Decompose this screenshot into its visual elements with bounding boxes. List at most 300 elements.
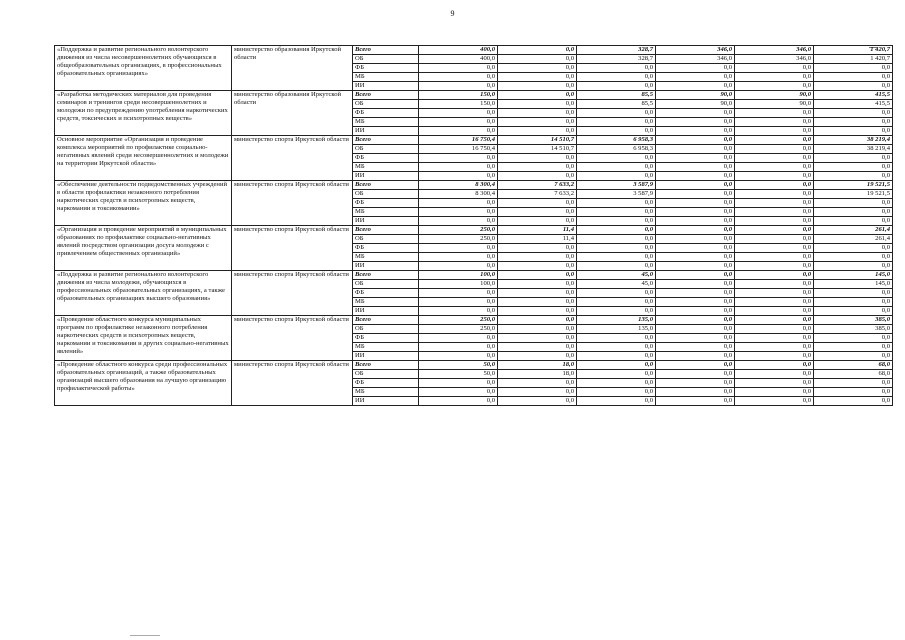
value-cell: 346,0 <box>656 46 735 55</box>
activity-description: «Организация и проведение мероприятий в муниципальных образованиях по профилактике социально-негативных явлений посредством организации досуга молодежи с привлечением общественных организаций» <box>55 226 232 271</box>
funding-source-label: ФБ <box>353 289 419 298</box>
value-cell: 0,0 <box>656 289 735 298</box>
value-cell-total: 0,0 <box>814 343 893 352</box>
value-cell: 0,0 <box>419 217 498 226</box>
value-cell: 45,0 <box>577 271 656 280</box>
value-cell: 0,0 <box>735 307 814 316</box>
value-cell-total: 0,0 <box>814 82 893 91</box>
value-cell: 0,0 <box>577 82 656 91</box>
value-cell: 150,0 <box>419 100 498 109</box>
value-cell: 0,0 <box>577 244 656 253</box>
value-cell: 0,0 <box>577 64 656 73</box>
funding-source-label: Всего <box>353 91 419 100</box>
value-cell: 8 300,4 <box>419 181 498 190</box>
table-row-total <box>55 361 893 370</box>
funding-source-label: ФБ <box>353 334 419 343</box>
value-cell: 0,0 <box>577 154 656 163</box>
value-cell: 0,0 <box>419 379 498 388</box>
value-cell: 0,0 <box>498 46 577 55</box>
value-cell: 0,0 <box>656 199 735 208</box>
funding-source-label: ФБ <box>353 379 419 388</box>
budget-table <box>54 45 893 406</box>
value-cell: 16 750,4 <box>419 136 498 145</box>
value-cell: 0,0 <box>498 64 577 73</box>
value-cell: 16 750,4 <box>419 145 498 154</box>
value-cell: 0,0 <box>577 388 656 397</box>
table-row-total <box>55 46 893 55</box>
value-cell-total: 415,5 <box>814 91 893 100</box>
value-cell: 0,0 <box>498 109 577 118</box>
value-cell: 0,0 <box>735 289 814 298</box>
value-cell: 0,0 <box>735 217 814 226</box>
value-cell: 85,5 <box>577 91 656 100</box>
value-cell: 0,0 <box>577 208 656 217</box>
value-cell-total: 1 420,7 <box>814 55 893 64</box>
value-cell: 0,0 <box>577 172 656 181</box>
value-cell: 0,0 <box>656 325 735 334</box>
value-cell-total: 38 219,4 <box>814 145 893 154</box>
funding-source-label: Всего <box>353 136 419 145</box>
funding-source-label: МБ <box>353 73 419 82</box>
value-cell: 0,0 <box>735 298 814 307</box>
value-cell: 250,0 <box>419 235 498 244</box>
value-cell: 0,0 <box>577 127 656 136</box>
value-cell-total: 0,0 <box>814 172 893 181</box>
value-cell-total: 0,0 <box>814 379 893 388</box>
value-cell: 0,0 <box>656 262 735 271</box>
value-cell: 0,0 <box>735 163 814 172</box>
funding-source-label: ФБ <box>353 109 419 118</box>
value-cell: 100,0 <box>419 280 498 289</box>
value-cell: 90,0 <box>735 100 814 109</box>
value-cell: 0,0 <box>656 64 735 73</box>
value-cell: 250,0 <box>419 226 498 235</box>
value-cell: 0,0 <box>656 154 735 163</box>
value-cell: 0,0 <box>735 64 814 73</box>
value-cell: 0,0 <box>735 352 814 361</box>
value-cell: 0,0 <box>735 334 814 343</box>
value-cell: 0,0 <box>419 298 498 307</box>
value-cell: 14 510,7 <box>498 145 577 154</box>
value-cell: 0,0 <box>498 280 577 289</box>
value-cell: 45,0 <box>577 280 656 289</box>
value-cell: 0,0 <box>735 199 814 208</box>
value-cell: 0,0 <box>577 235 656 244</box>
activity-description: «Разработка методических материалов для проведения семинаров и тренингов среди несовершеннолетних и молодежи по предупреждению употребления наркотических средств, токсических и психотропных веществ» <box>55 91 232 136</box>
value-cell: 328,7 <box>577 55 656 64</box>
value-cell: 0,0 <box>735 361 814 370</box>
value-cell: 0,0 <box>577 253 656 262</box>
value-cell: 0,0 <box>656 217 735 226</box>
funding-source-label: МБ <box>353 118 419 127</box>
value-cell-total: 0,0 <box>814 397 893 406</box>
funding-source-label: ИИ <box>353 307 419 316</box>
value-cell: 8 300,4 <box>419 190 498 199</box>
value-cell: 0,0 <box>656 109 735 118</box>
value-cell: 0,0 <box>498 244 577 253</box>
responsible-executor: министерство образования Иркутской области <box>232 91 353 136</box>
value-cell: 0,0 <box>735 280 814 289</box>
value-cell: 85,5 <box>577 100 656 109</box>
activity-description: «Проведение областного конкурса муниципальных программ по профилактике незаконного потребления наркотических средств и психотропных веществ, наркомании и токсикомании и других социально-негативных явлений» <box>55 316 232 361</box>
value-cell-total: 68,0 <box>814 370 893 379</box>
value-cell: 0,0 <box>656 190 735 199</box>
responsible-executor: министерство образования Иркутской области <box>232 46 353 91</box>
value-cell: 0,0 <box>656 316 735 325</box>
value-cell: 0,0 <box>498 199 577 208</box>
value-cell: 0,0 <box>577 307 656 316</box>
table-body <box>55 46 893 406</box>
value-cell: 0,0 <box>498 379 577 388</box>
value-cell: 0,0 <box>419 388 498 397</box>
value-cell: 0,0 <box>577 343 656 352</box>
value-cell: 0,0 <box>498 298 577 307</box>
value-cell: 0,0 <box>656 280 735 289</box>
value-cell: 0,0 <box>577 226 656 235</box>
funding-source-label: ИИ <box>353 127 419 136</box>
value-cell: 0,0 <box>498 118 577 127</box>
value-cell: 0,0 <box>577 118 656 127</box>
value-cell: 135,0 <box>577 316 656 325</box>
value-cell: 400,0 <box>419 46 498 55</box>
value-cell: 346,0 <box>656 55 735 64</box>
value-cell: 3 587,9 <box>577 190 656 199</box>
value-cell: 0,0 <box>498 307 577 316</box>
value-cell-total: 145,0 <box>814 280 893 289</box>
value-cell: 0,0 <box>419 334 498 343</box>
value-cell-total: 415,5 <box>814 100 893 109</box>
value-cell: 0,0 <box>656 253 735 262</box>
value-cell: 0,0 <box>577 352 656 361</box>
value-cell: 0,0 <box>735 73 814 82</box>
value-cell: 0,0 <box>419 208 498 217</box>
value-cell: 18,0 <box>498 361 577 370</box>
value-cell: 0,0 <box>498 55 577 64</box>
value-cell: 0,0 <box>656 388 735 397</box>
value-cell-total: 0,0 <box>814 118 893 127</box>
value-cell: 0,0 <box>498 91 577 100</box>
value-cell: 0,0 <box>656 379 735 388</box>
value-cell: 0,0 <box>735 343 814 352</box>
value-cell-total: 0,0 <box>814 208 893 217</box>
value-cell: 6 958,3 <box>577 145 656 154</box>
value-cell: 0,0 <box>656 226 735 235</box>
value-cell-total: 385,0 <box>814 316 893 325</box>
value-cell-total: 0,0 <box>814 289 893 298</box>
value-cell: 150,0 <box>419 91 498 100</box>
value-cell: 0,0 <box>735 82 814 91</box>
funding-source-label: ИИ <box>353 262 419 271</box>
value-cell: 0,0 <box>735 208 814 217</box>
value-cell: 0,0 <box>735 127 814 136</box>
value-cell: 0,0 <box>419 127 498 136</box>
value-cell: 0,0 <box>498 343 577 352</box>
value-cell-total: 0,0 <box>814 73 893 82</box>
value-cell: 0,0 <box>498 217 577 226</box>
value-cell: 0,0 <box>656 397 735 406</box>
value-cell-total: 145,0 <box>814 271 893 280</box>
value-cell: 0,0 <box>735 370 814 379</box>
responsible-executor: министерство спорта Иркутской области <box>232 136 353 181</box>
value-cell: 0,0 <box>735 397 814 406</box>
funding-source-label: ФБ <box>353 64 419 73</box>
value-cell: 0,0 <box>656 352 735 361</box>
value-cell: 50,0 <box>419 370 498 379</box>
value-cell: 0,0 <box>656 361 735 370</box>
value-cell: 14 510,7 <box>498 136 577 145</box>
value-cell: 0,0 <box>656 244 735 253</box>
funding-source-label: ФБ <box>353 244 419 253</box>
responsible-executor: министерство спорта Иркутской области <box>232 271 353 316</box>
value-cell: 0,0 <box>419 397 498 406</box>
value-cell: 0,0 <box>735 244 814 253</box>
funding-source-label: ОБ <box>353 55 419 64</box>
funding-source-label: ОБ <box>353 100 419 109</box>
value-cell-total: 0,0 <box>814 163 893 172</box>
value-cell: 0,0 <box>735 262 814 271</box>
funding-source-label: ИИ <box>353 397 419 406</box>
value-cell: 0,0 <box>656 82 735 91</box>
value-cell: 0,0 <box>419 118 498 127</box>
value-cell: 0,0 <box>577 289 656 298</box>
value-cell: 0,0 <box>577 109 656 118</box>
funding-source-label: ФБ <box>353 199 419 208</box>
value-cell: 0,0 <box>735 253 814 262</box>
value-cell: 0,0 <box>656 181 735 190</box>
value-cell-total: 0,0 <box>814 253 893 262</box>
value-cell: 0,0 <box>656 271 735 280</box>
value-cell: 0,0 <box>735 136 814 145</box>
table-row-total <box>55 316 893 325</box>
value-cell: 0,0 <box>498 271 577 280</box>
value-cell-total: 1 420,7 <box>814 46 893 55</box>
value-cell: 0,0 <box>498 163 577 172</box>
funding-source-label: МБ <box>353 208 419 217</box>
value-cell: 0,0 <box>735 271 814 280</box>
value-cell-total: 0,0 <box>814 64 893 73</box>
value-cell: 0,0 <box>498 127 577 136</box>
value-cell-total: 0,0 <box>814 199 893 208</box>
value-cell: 0,0 <box>498 172 577 181</box>
value-cell: 0,0 <box>419 244 498 253</box>
value-cell: 0,0 <box>656 172 735 181</box>
value-cell: 0,0 <box>498 154 577 163</box>
value-cell: 0,0 <box>735 235 814 244</box>
value-cell-total: 38 219,4 <box>814 136 893 145</box>
value-cell: 0,0 <box>656 298 735 307</box>
funding-source-label: ИИ <box>353 352 419 361</box>
responsible-executor: министерство спорта Иркутской области <box>232 316 353 361</box>
value-cell: 0,0 <box>498 352 577 361</box>
value-cell: 0,0 <box>577 163 656 172</box>
funding-source-label: Всего <box>353 271 419 280</box>
value-cell: 11,4 <box>498 226 577 235</box>
value-cell: 90,0 <box>656 100 735 109</box>
funding-source-label: ОБ <box>353 370 419 379</box>
value-cell: 0,0 <box>656 145 735 154</box>
value-cell: 0,0 <box>656 208 735 217</box>
value-cell: 0,0 <box>735 190 814 199</box>
value-cell: 0,0 <box>656 118 735 127</box>
value-cell: 346,0 <box>735 55 814 64</box>
funding-source-label: Всего <box>353 181 419 190</box>
value-cell: 11,4 <box>498 235 577 244</box>
scan-mark <box>130 635 160 636</box>
value-cell: 0,0 <box>656 370 735 379</box>
value-cell: 0,0 <box>656 235 735 244</box>
value-cell: 250,0 <box>419 316 498 325</box>
funding-source-label: Всего <box>353 226 419 235</box>
value-cell-total: 19 521,5 <box>814 181 893 190</box>
value-cell: 0,0 <box>735 172 814 181</box>
value-cell: 0,0 <box>577 73 656 82</box>
value-cell: 0,0 <box>577 397 656 406</box>
value-cell: 0,0 <box>498 262 577 271</box>
activity-description: «Поддержка и развитие регионального волонтерского движения из числа молодежи, обучающихся в профессиональных образовательных организациях, а также образовательных организациях высшего образования» <box>55 271 232 316</box>
table-row-total <box>55 136 893 145</box>
value-cell-total: 68,0 <box>814 361 893 370</box>
value-cell-total: 261,4 <box>814 235 893 244</box>
value-cell-total: 0,0 <box>814 109 893 118</box>
responsible-executor: министерство спорта Иркутской области <box>232 361 353 406</box>
value-cell: 0,0 <box>735 118 814 127</box>
value-cell: 0,0 <box>735 145 814 154</box>
responsible-executor: министерство спорта Иркутской области <box>232 226 353 271</box>
funding-source-label: ФБ <box>353 154 419 163</box>
value-cell-total: 0,0 <box>814 334 893 343</box>
value-cell: 0,0 <box>577 217 656 226</box>
value-cell: 0,0 <box>419 289 498 298</box>
value-cell: 0,0 <box>419 262 498 271</box>
value-cell: 0,0 <box>498 388 577 397</box>
value-cell: 0,0 <box>498 397 577 406</box>
value-cell: 0,0 <box>656 163 735 172</box>
value-cell: 0,0 <box>419 352 498 361</box>
funding-source-label: ОБ <box>353 280 419 289</box>
value-cell: 0,0 <box>419 163 498 172</box>
value-cell: 0,0 <box>419 307 498 316</box>
value-cell: 0,0 <box>656 334 735 343</box>
value-cell: 0,0 <box>735 181 814 190</box>
value-cell: 0,0 <box>498 334 577 343</box>
value-cell: 0,0 <box>419 82 498 91</box>
funding-source-label: ИИ <box>353 172 419 181</box>
value-cell: 0,0 <box>419 343 498 352</box>
funding-source-label: ИИ <box>353 82 419 91</box>
value-cell: 0,0 <box>735 325 814 334</box>
value-cell: 0,0 <box>577 334 656 343</box>
value-cell-total: 0,0 <box>814 388 893 397</box>
value-cell: 0,0 <box>735 388 814 397</box>
value-cell-total: 0,0 <box>814 307 893 316</box>
value-cell: 0,0 <box>498 253 577 262</box>
value-cell: 90,0 <box>656 91 735 100</box>
value-cell: 0,0 <box>498 316 577 325</box>
table-row-total <box>55 226 893 235</box>
value-cell-total: 0,0 <box>814 154 893 163</box>
value-cell: 0,0 <box>577 361 656 370</box>
value-cell: 0,0 <box>656 73 735 82</box>
value-cell: 0,0 <box>656 307 735 316</box>
value-cell: 0,0 <box>419 199 498 208</box>
funding-source-label: Всего <box>353 361 419 370</box>
value-cell: 0,0 <box>419 253 498 262</box>
value-cell-total: 0,0 <box>814 352 893 361</box>
table-row-total <box>55 91 893 100</box>
value-cell: 250,0 <box>419 325 498 334</box>
value-cell-total: 261,4 <box>814 226 893 235</box>
value-cell-total: 0,0 <box>814 262 893 271</box>
responsible-executor: министерство спорта Иркутской области <box>232 181 353 226</box>
value-cell-total: 0,0 <box>814 244 893 253</box>
value-cell: 0,0 <box>735 226 814 235</box>
funding-source-label: Всего <box>353 316 419 325</box>
value-cell: 7 633,2 <box>498 190 577 199</box>
value-cell: 0,0 <box>419 64 498 73</box>
value-cell: 400,0 <box>419 55 498 64</box>
value-cell: 135,0 <box>577 325 656 334</box>
value-cell: 0,0 <box>577 379 656 388</box>
value-cell: 0,0 <box>656 127 735 136</box>
value-cell: 0,0 <box>498 100 577 109</box>
value-cell: 3 587,9 <box>577 181 656 190</box>
value-cell: 0,0 <box>656 343 735 352</box>
value-cell: 0,0 <box>735 154 814 163</box>
value-cell: 0,0 <box>577 370 656 379</box>
funding-source-label: ОБ <box>353 145 419 154</box>
funding-source-label: МБ <box>353 298 419 307</box>
value-cell: 0,0 <box>577 298 656 307</box>
value-cell: 0,0 <box>498 82 577 91</box>
page-number: 9 <box>450 9 455 18</box>
value-cell: 328,7 <box>577 46 656 55</box>
value-cell: 0,0 <box>419 73 498 82</box>
funding-source-label: ОБ <box>353 325 419 334</box>
value-cell: 0,0 <box>498 289 577 298</box>
value-cell: 0,0 <box>735 379 814 388</box>
value-cell: 0,0 <box>735 316 814 325</box>
value-cell: 0,0 <box>577 199 656 208</box>
activity-description: «Обеспечение деятельности подведомственных учреждений в области профилактики незаконного потребления наркотических средств и психотропных веществ, наркомании и токсикомании» <box>55 181 232 226</box>
table-row-total <box>55 181 893 190</box>
value-cell: 6 958,3 <box>577 136 656 145</box>
funding-source-label: ОБ <box>353 190 419 199</box>
value-cell: 0,0 <box>498 208 577 217</box>
value-cell: 0,0 <box>577 262 656 271</box>
value-cell: 346,0 <box>735 46 814 55</box>
value-cell: 0,0 <box>656 136 735 145</box>
funding-source-label: МБ <box>353 388 419 397</box>
value-cell-total: 0,0 <box>814 298 893 307</box>
value-cell: 90,0 <box>735 91 814 100</box>
activity-description: Основное мероприятие «Организация и проведение комплекса мероприятий по профилактике социально-негативных явлений среди несовершеннолетних и молодежи на территории Иркутской области» <box>55 136 232 181</box>
value-cell: 100,0 <box>419 271 498 280</box>
value-cell: 0,0 <box>419 172 498 181</box>
value-cell: 0,0 <box>735 109 814 118</box>
value-cell-total: 0,0 <box>814 127 893 136</box>
value-cell-total: 19 521,5 <box>814 190 893 199</box>
funding-source-label: МБ <box>353 163 419 172</box>
value-cell: 0,0 <box>419 154 498 163</box>
funding-source-label: МБ <box>353 343 419 352</box>
table-row-total <box>55 271 893 280</box>
value-cell-total: 0,0 <box>814 217 893 226</box>
value-cell-total: 385,0 <box>814 325 893 334</box>
value-cell: 0,0 <box>498 73 577 82</box>
value-cell: 50,0 <box>419 361 498 370</box>
funding-source-label: Всего <box>353 46 419 55</box>
value-cell: 7 633,2 <box>498 181 577 190</box>
